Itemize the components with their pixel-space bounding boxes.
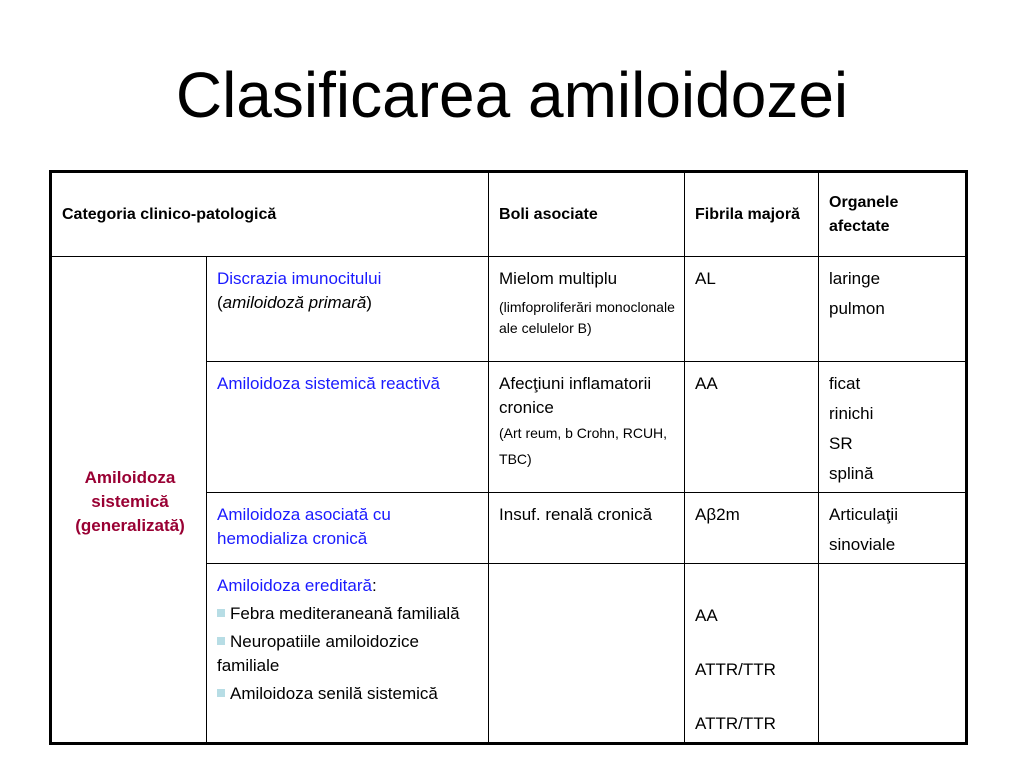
diseases-detail: (limfoproliferări monoclonale ale celulelor B): [499, 299, 675, 336]
list-item: [217, 602, 480, 626]
type-label: Amiloidoza ereditară: [217, 576, 372, 595]
type-italic: amiloidoză primară: [222, 293, 367, 312]
diseases-main: Mielom multiplu: [499, 269, 618, 288]
header-diseases: Boli asociate: [489, 172, 685, 257]
fibril-cell: AA: [685, 362, 819, 493]
organ-item: laringe: [829, 269, 881, 288]
page-title: Clasificarea amiloidozei: [175, 59, 849, 131]
organ-item: splină: [829, 464, 874, 483]
organ-item: SR: [829, 434, 853, 453]
diseases-cell: [489, 564, 685, 744]
diseases-detail: (Art reum, b Crohn, RCUH, TBC): [499, 425, 668, 467]
diseases-main: Afecţiuni inflamatorii cronice: [499, 374, 652, 417]
list-item: [217, 630, 480, 678]
square-bullet-icon: [217, 609, 225, 617]
organ-item: ficat: [829, 374, 861, 393]
diseases-cell: Insuf. renală cronică: [489, 493, 685, 564]
fibril-item: AA: [695, 606, 718, 625]
type-label: Amiloidoza sistemică reactivă: [217, 374, 440, 393]
diseases-cell: [489, 362, 685, 493]
fibril-cell: [685, 564, 819, 744]
table-row: [51, 257, 967, 362]
category-cell: Amiloidoza sistemică (generalizată): [51, 257, 207, 744]
organ-item: Articulaţii: [829, 505, 898, 524]
square-bullet-icon: [217, 637, 225, 645]
fibril-item: ATTR/TTR: [695, 714, 776, 733]
type-colon: :: [371, 576, 377, 595]
type-cell: [207, 493, 489, 564]
organ-item: rinichi: [829, 404, 874, 423]
header-category: Categoria clinico-patologică: [51, 172, 489, 257]
subtype-label: Amiloidoza senilă sistemică: [230, 684, 438, 703]
type-label: Discrazia imunocitului: [217, 269, 382, 288]
type-cell: [207, 362, 489, 493]
header-organs: Organele afectate: [819, 172, 967, 257]
header-fibril: Fibrila majoră: [685, 172, 819, 257]
amyloidosis-classification-table: [49, 170, 968, 745]
organs-cell: [819, 257, 967, 362]
organ-item: sinoviale: [829, 535, 896, 554]
subtype-label: Neuropatiile amiloidozice familiale: [217, 632, 419, 675]
organs-cell: [819, 362, 967, 493]
paren-open: (: [217, 293, 223, 312]
diseases-cell: [489, 257, 685, 362]
fibril-cell: Aβ2m: [685, 493, 819, 564]
fibril-item: ATTR/TTR: [695, 660, 776, 679]
organs-cell: [819, 493, 967, 564]
type-cell: [207, 257, 489, 362]
organ-item: pulmon: [829, 299, 885, 318]
type-cell: [207, 564, 489, 744]
fibril-cell: AL: [685, 257, 819, 362]
organs-cell: [819, 564, 967, 744]
subtype-label: Febra mediteraneană familială: [230, 604, 460, 623]
type-label: Amiloidoza asociată cu hemodializa cronică: [217, 505, 391, 548]
list-item: [217, 682, 480, 706]
paren-close: ): [366, 293, 372, 312]
table-header-row: [51, 172, 967, 257]
square-bullet-icon: [217, 689, 225, 697]
